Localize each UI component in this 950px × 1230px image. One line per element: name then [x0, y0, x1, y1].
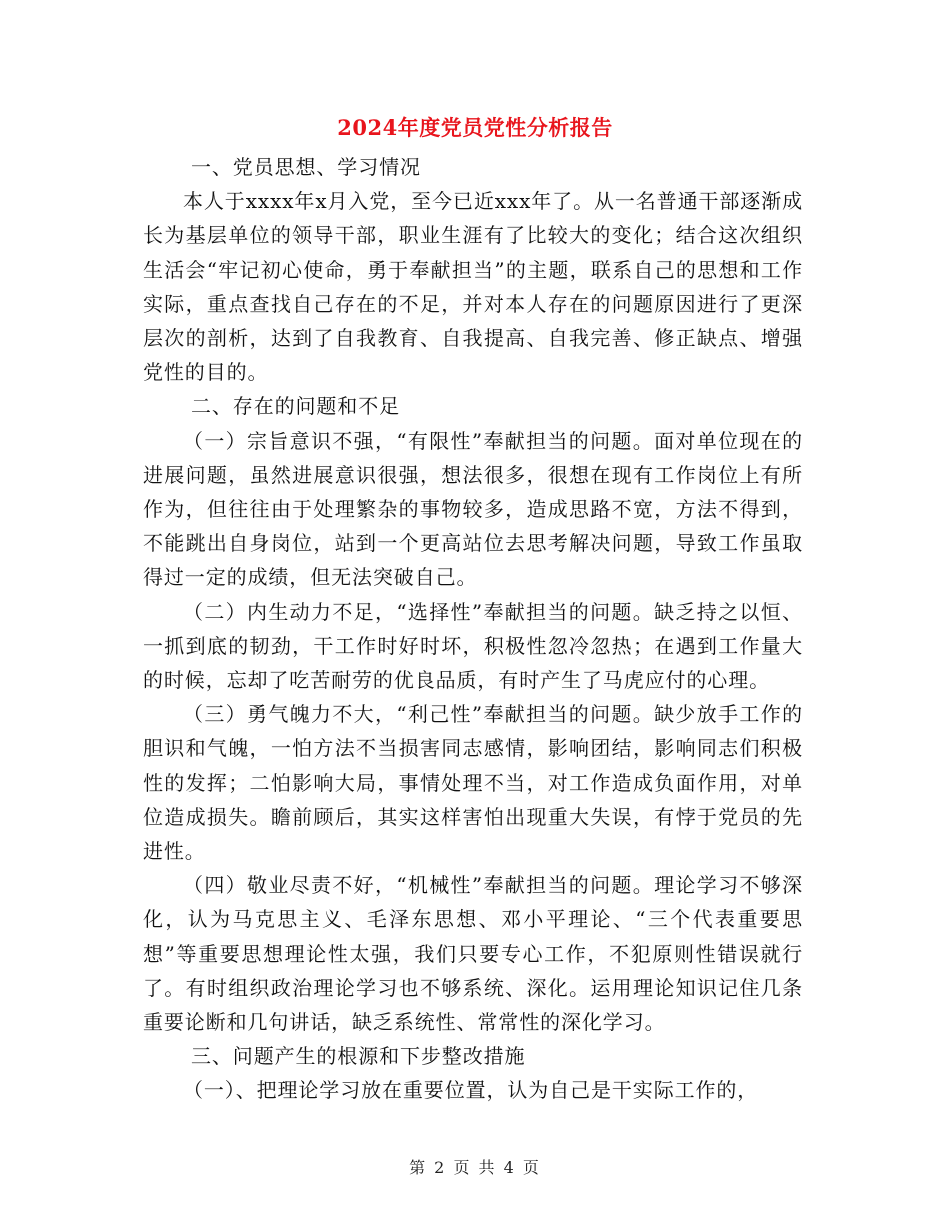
paragraph-intro: 本人于xxxx年x月入党，至今已近xxx年了。从一名普通干部逐渐成长为基层单位的领导干部，职业生涯有了比较大的变化；结合这次组织生活会“牢记初心使命，勇于奉献担当”的主题，联系自己的思想和工作实际，重点查找自己存在的不足，并对本人存在的问题原因进行了更深层次的剖析，达到了自我教育、自我提高、自我完善、修正缺点、增强党性的目的。	[143, 189, 803, 385]
document-title: 2024年度党员党性分析报告	[337, 115, 613, 140]
section-heading-3: 三、问题产生的根源和下步整改措施	[191, 1044, 526, 1069]
paragraph-issue-3: （三）勇气魄力不大，“利己性”奉献担当的问题。缺少放手工作的胆识和气魄，一怕方法不当损害同志感情，影响团结，影响同志们积极性的发挥；二怕影响大局，事情处理不当，对工作造成负面作用，对单位造成损失。瞻前顾后，其实这样害怕出现重大失误，有悖于党员的先进性。	[143, 702, 803, 864]
paragraph-issue-1: （一）宗旨意识不强，“有限性”奉献担当的问题。面对单位现在的进展问题，虽然进展意识很强，想法很多，很想在现有工作岗位上有所作为，但往往由于处理繁杂的事物较多，造成思路不宽，方法不得到，不能跳出自身岗位，站到一个更高站位去思考解决问题，导致工作虽取得过一定的成绩，但无法突破自己。	[143, 428, 803, 590]
paragraph-issue-4: （四）敬业尽责不好，“机械性”奉献担当的问题。理论学习不够深化，认为马克思主义、毛泽东思想、邓小平理论、“三个代表重要思想”等重要思想理论性太强，我们只要专心工作，不犯原则性错误就行了。有时组织政治理论学习也不够系统、深化。运用理论知识记住几条重要论断和几句讲话，缺乏系统性、常常性的深化学习。	[143, 873, 803, 1035]
page-footer: 第 2 页 共 4 页	[409, 1158, 541, 1177]
document-body	[143, 150, 803, 1108]
section-heading-2: 二、存在的问题和不足	[191, 394, 400, 419]
section-heading-1: 一、党员思想、学习情况	[191, 155, 421, 179]
paragraph-issue-2: （二）内生动力不足，“选择性”奉献担当的问题。缺乏持之以恒、一抓到底的韧劲，干工作时好时坏，积极性忽冷忽热；在遇到工作量大的时候，忘却了吃苦耐劳的优良品质，有时产生了马虎应付的心理。	[143, 599, 803, 693]
paragraph-measure-1: （一）、把理论学习放在重要位置，认为自己是干实际工作的，	[183, 1078, 759, 1103]
